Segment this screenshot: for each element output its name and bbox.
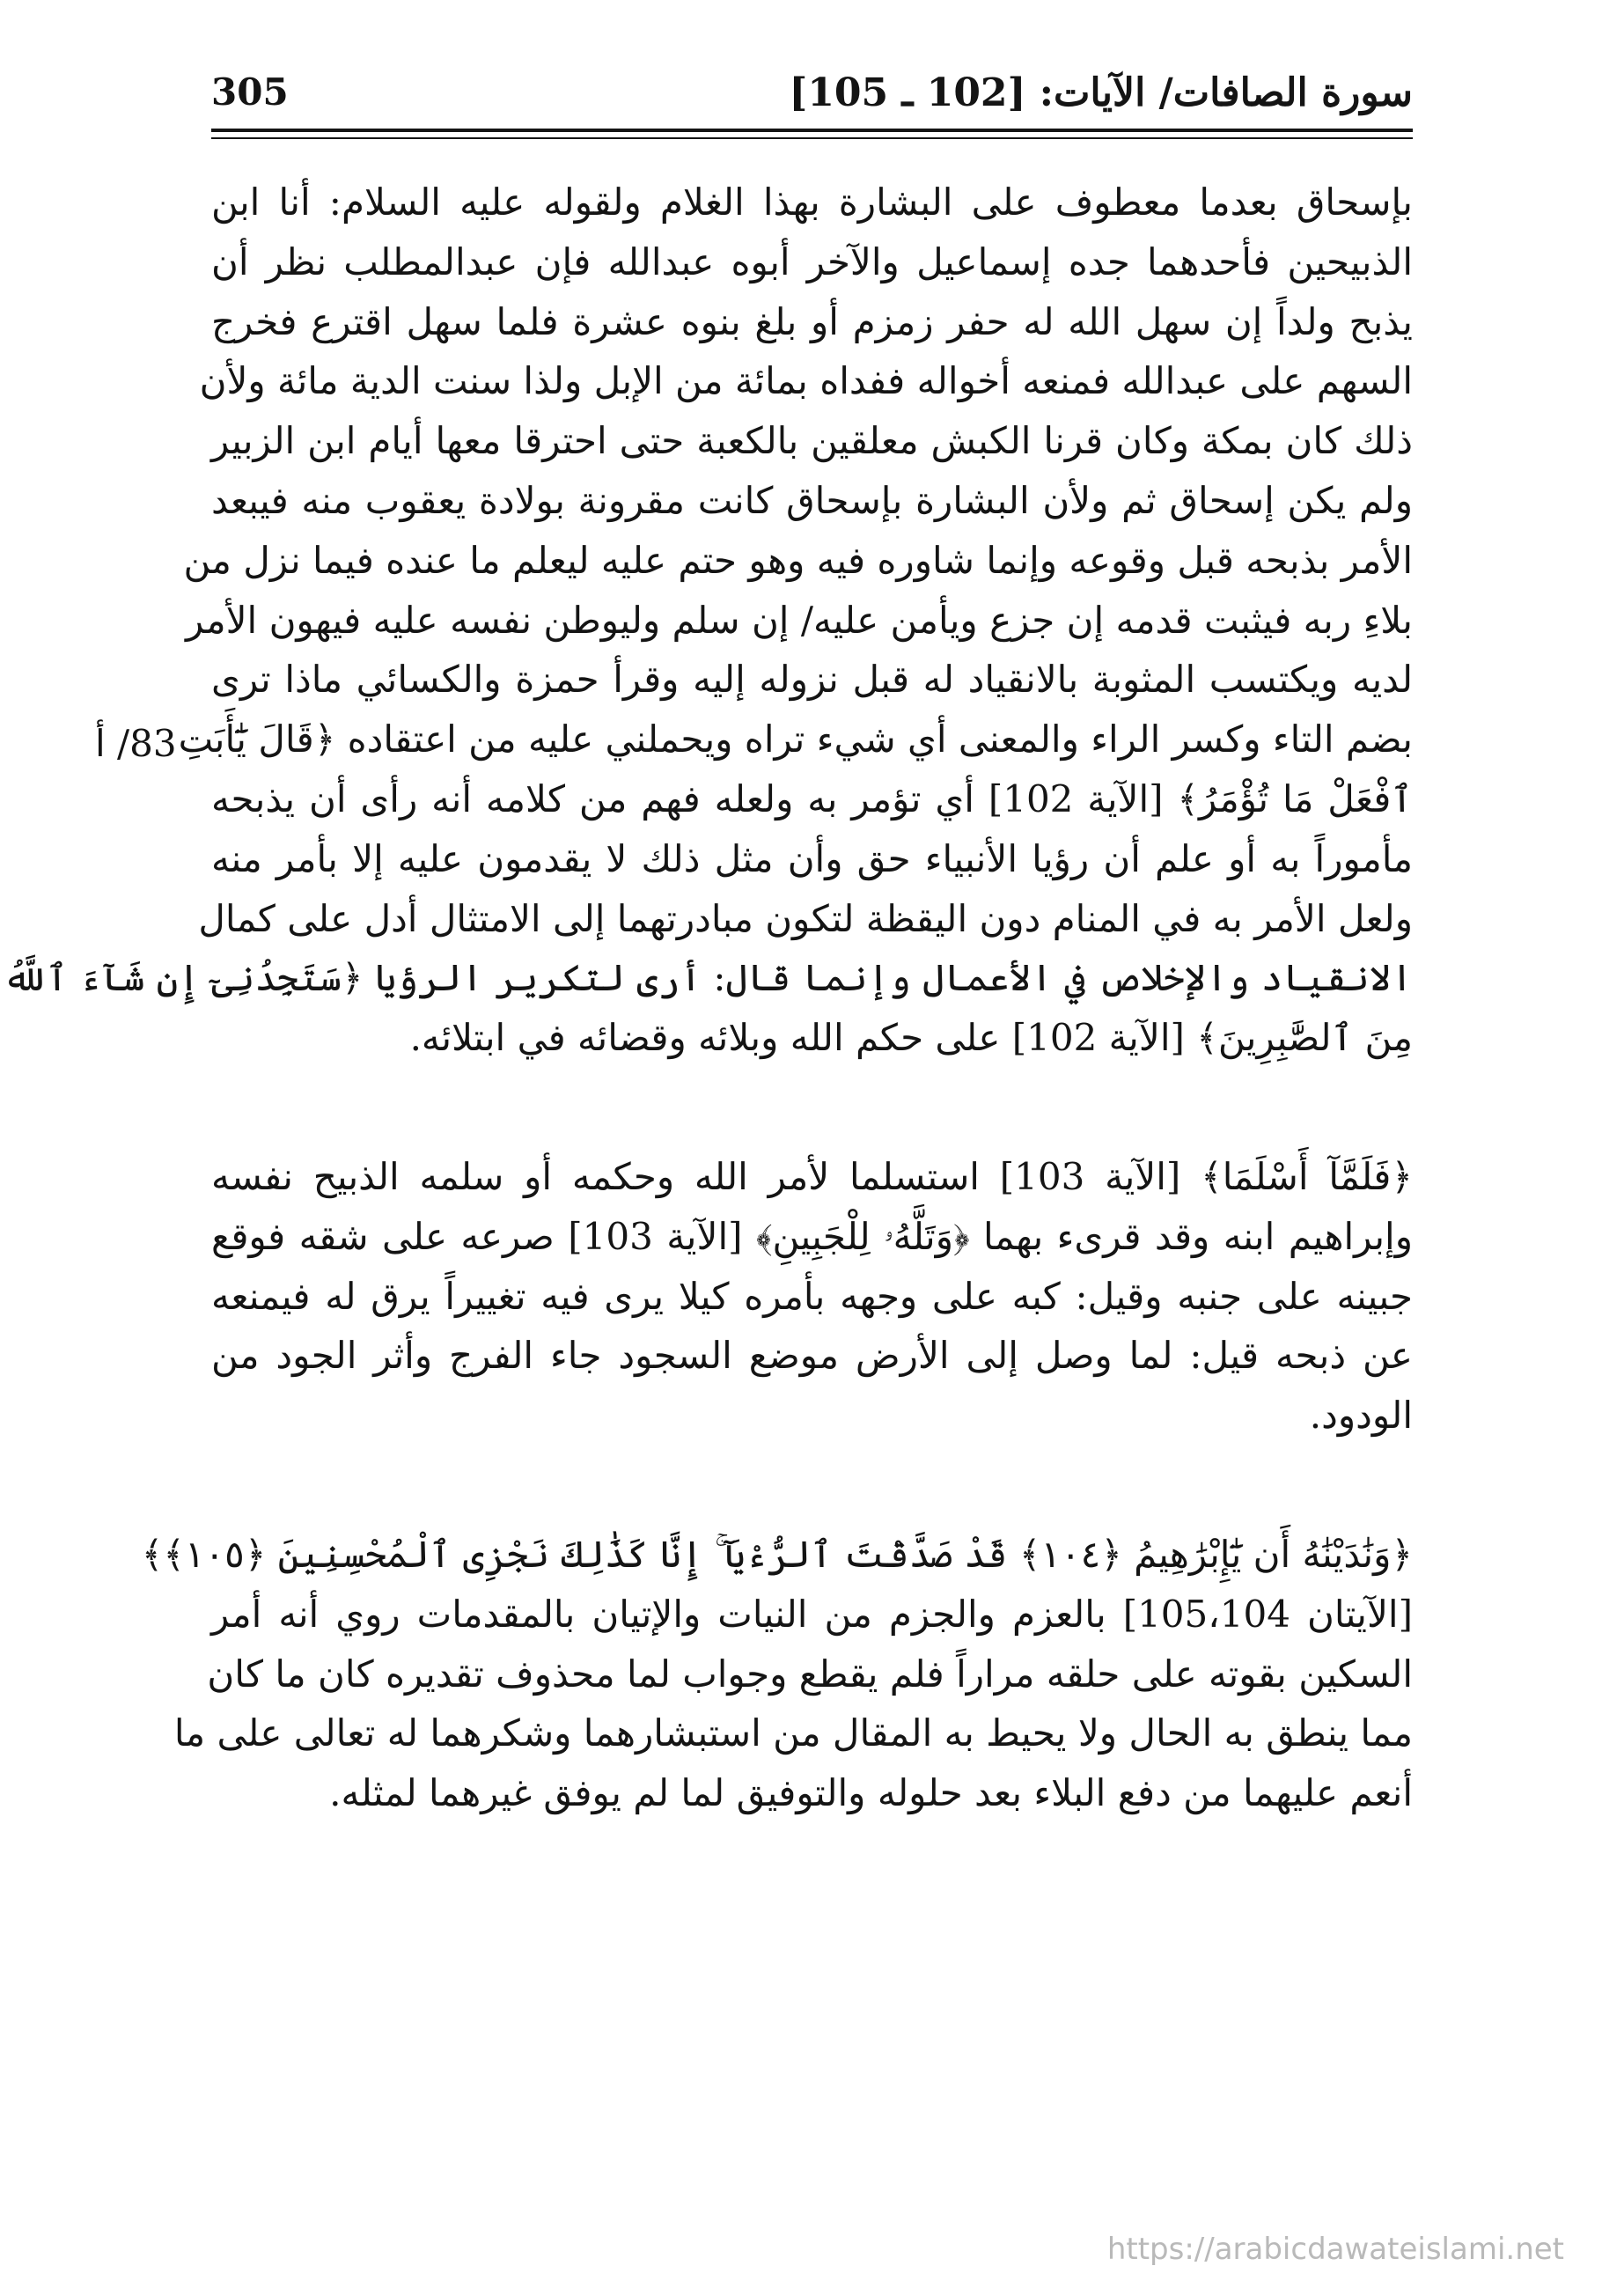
paragraph-commentary-104-105 [141, 1525, 1413, 1823]
text-line: بلاءِ ربه فيثبت قدمه إن جزع ويأمن عليه/ إن سلم وليوطن نفسه عليه فيهون الأمر [185, 598, 1413, 642]
text-line: ذلك كان بمكة وكان قرنا الكبش معلقين بالكعبة حتى احترقا معها أيام ابن الزبير [211, 419, 1413, 463]
text-line: الانقياد والإخلاص في الأعمال وإنما قال: أرى لتكرير الرؤيا ﴿سَتَجِدُنِىٓ إِن شَآءَ ٱللَّهُ [3, 956, 1413, 1000]
verse-line: ﴿وَنَٰدَيْنَٰهُ أَن يَٰٓإِبْرَٰهِيمُ ﴿١٠٤﴾ قَدْ صَدَّقْتَ ٱلرُّءْيَآ ۚ إِنَّا كَذَٰلِكَ نَجْزِى ٱلْمُحْسِنِينَ ﴿١٠٥﴾﴾ [141, 1532, 1413, 1576]
text-line: ٱفْعَلْ مَا تُؤْمَرُ﴾ [الآية 102] أي تؤمر به ولعله فهم من كلامه أنه رأى أن يذبحه [211, 776, 1413, 820]
text-line: أنعم عليهما من دفع البلاء بعد حلوله والتوفيق لما لم يوفق غيرهما لمثله. [329, 1771, 1413, 1815]
text-line: عن ذبحه قيل: لما وصل إلى الأرض موضع السجود جاء الفرج وأثر الجود من [211, 1334, 1413, 1378]
page-number: 305 [211, 70, 289, 114]
manuscript-folio-marker: 83/ أ [95, 722, 177, 765]
text-line: مِنَ ٱلصَّٰبِرِينَ﴾ [الآية 102] على حكم الله وبلائه وقضائه في ابتلائه. [409, 1016, 1413, 1060]
paragraph-commentary-103 [211, 1147, 1413, 1446]
page-header [211, 63, 1413, 125]
text-line: جبينه على جنبه وقيل: كبه على وجهه بأمره كيلا يرى فيه تغييراً يرق له فيمنعه [211, 1274, 1413, 1318]
text-line: مأموراً به أو علم أن رؤيا الأنبياء حق وأن مثل ذلك لا يقدمون عليه إلا بأمر منه [211, 836, 1413, 880]
text-line: ولم يكن إسحاق ثم ولأن البشارة بإسحاق كانت مقرونة بولادة يعقوب منه فيبعد [211, 478, 1413, 522]
text-line: [الآيتان 105،104] بالعزم والجزم من النيات والإتيان بالمقدمات روي أنه أمر [211, 1592, 1413, 1636]
paragraph-gap [211, 1446, 1413, 1525]
header-rule-thick [211, 129, 1413, 132]
text-line: مما ينطق به الحال ولا يحيط به المقال من استبشارهما وشكرهما له تعالى على ما [173, 1711, 1413, 1755]
watermark-url: https://arabicdawateislami.net [1106, 2232, 1564, 2267]
text-line: الذبيحين فأحدهما جده إسماعيل والآخر أبوه عبدالله فإن عبدالمطلب نظر أن [211, 239, 1413, 283]
text-line: بإسحاق بعدما معطوف على البشارة بهذا الغلام ولقوله عليه السلام: أنا ابن [211, 180, 1413, 224]
text-line: السهم على عبدالله فمنعه أخواله ففداه بمائة من الإبل ولذا سنت الدية مائة ولأن [199, 359, 1413, 403]
header-rule-thin [211, 137, 1413, 139]
text-line: ولعل الأمر به في المنام دون اليقظة لتكون مبادرتهما إلى الامتثال أدل على كمال [198, 896, 1413, 940]
paragraph-gap [211, 1068, 1413, 1147]
text-line: ﴿فَلَمَّآ أَسْلَمَا﴾ [الآية 103] استسلما لأمر الله وحكمه أو سلمه الذبيح نفسه [211, 1154, 1413, 1198]
text-line: وإبراهيم ابنه وقد قرىء بهما ﴿وَتَلَّهُۥ لِلْجَبِينِ﴾ [الآية 103] صرعه على شقه فوقع [211, 1214, 1413, 1258]
text-line: لديه ويكتسب المثوبة بالانقياد له قبل نزوله إليه وقرأ حمزة والكسائي ماذا ترى [211, 658, 1413, 702]
text-line: بضم التاء وكسر الراء والمعنى أي شيء تراه ويحملني عليه من اعتقاده ﴿قَالَ يَٰٓأَبَتِ [178, 717, 1413, 761]
text-line: يذبح ولداً إن سهل الله له حفر زمزم أو بلغ بنوه عشرة فلما سهل اقترع فخرج [211, 299, 1413, 343]
running-title: سورة الصافات/ الآيات: [102 ـ 105] [789, 70, 1413, 115]
text-line: الودود. [1309, 1394, 1413, 1438]
text-line: السكين بقوته على حلقه مراراً فلم يقطع وجواب لما محذوف تقديره كان ما كان [207, 1652, 1413, 1696]
text-line: الأمر بذبحه قبل وقوعه وإنما شاوره فيه وهو حتم عليه ليعلم ما عنده فيما نزل من [183, 538, 1413, 582]
